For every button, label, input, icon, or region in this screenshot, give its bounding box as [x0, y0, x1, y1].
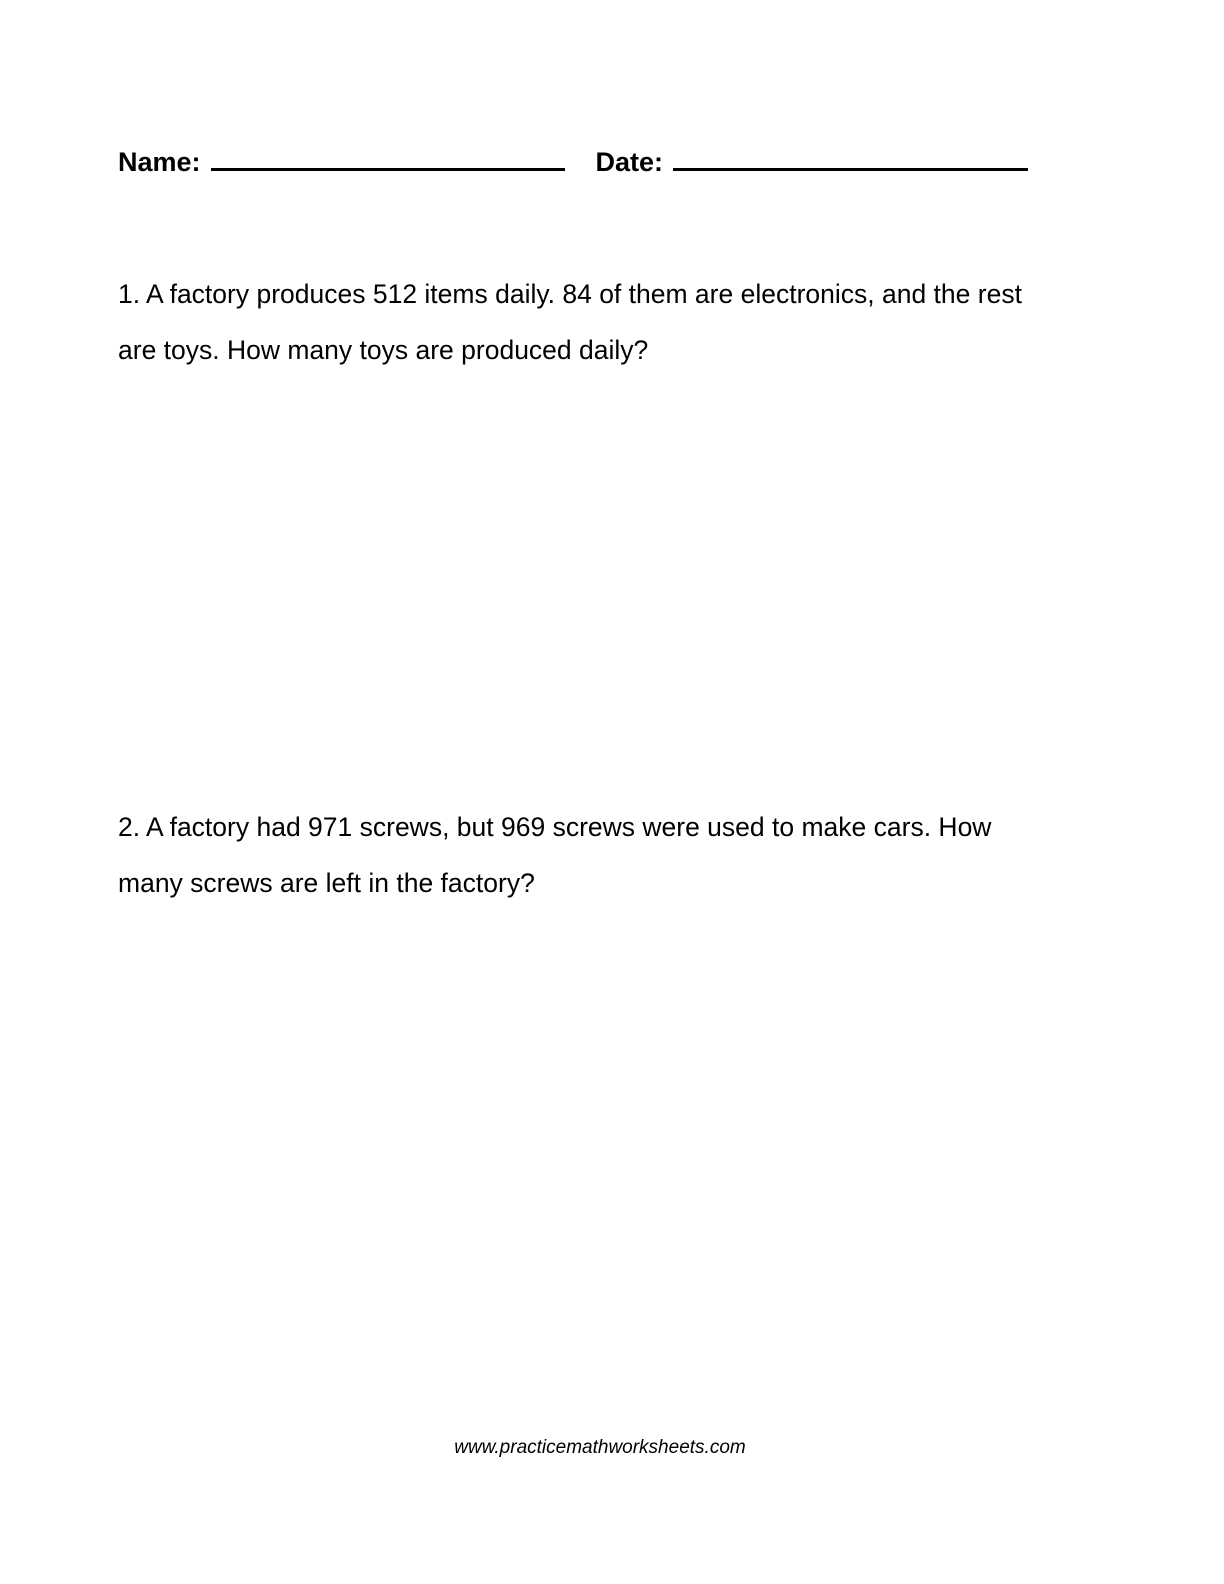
date-field [596, 142, 1029, 178]
footer-url: www.practicemathworksheets.com [454, 1437, 746, 1458]
question-1-line-2: are toys. How many toys are produced daily? [118, 335, 649, 365]
question-1 [118, 266, 1088, 378]
question-2 [118, 799, 1088, 911]
date-label: Date: [595, 147, 664, 177]
question-2-line-2: many screws are left in the factory? [118, 868, 535, 898]
date-blank-line[interactable] [673, 142, 1028, 171]
question-2-line-1: 2. A factory had 971 screws, but 969 screws were used to make cars. How [118, 812, 992, 842]
name-blank-line[interactable] [211, 142, 565, 171]
worksheet-header [118, 142, 1028, 178]
question-1-line-1: 1. A factory produces 512 items daily. 84 of them are electronics, and the rest [118, 279, 1022, 309]
name-field [118, 142, 565, 178]
name-label: Name: [118, 147, 201, 177]
